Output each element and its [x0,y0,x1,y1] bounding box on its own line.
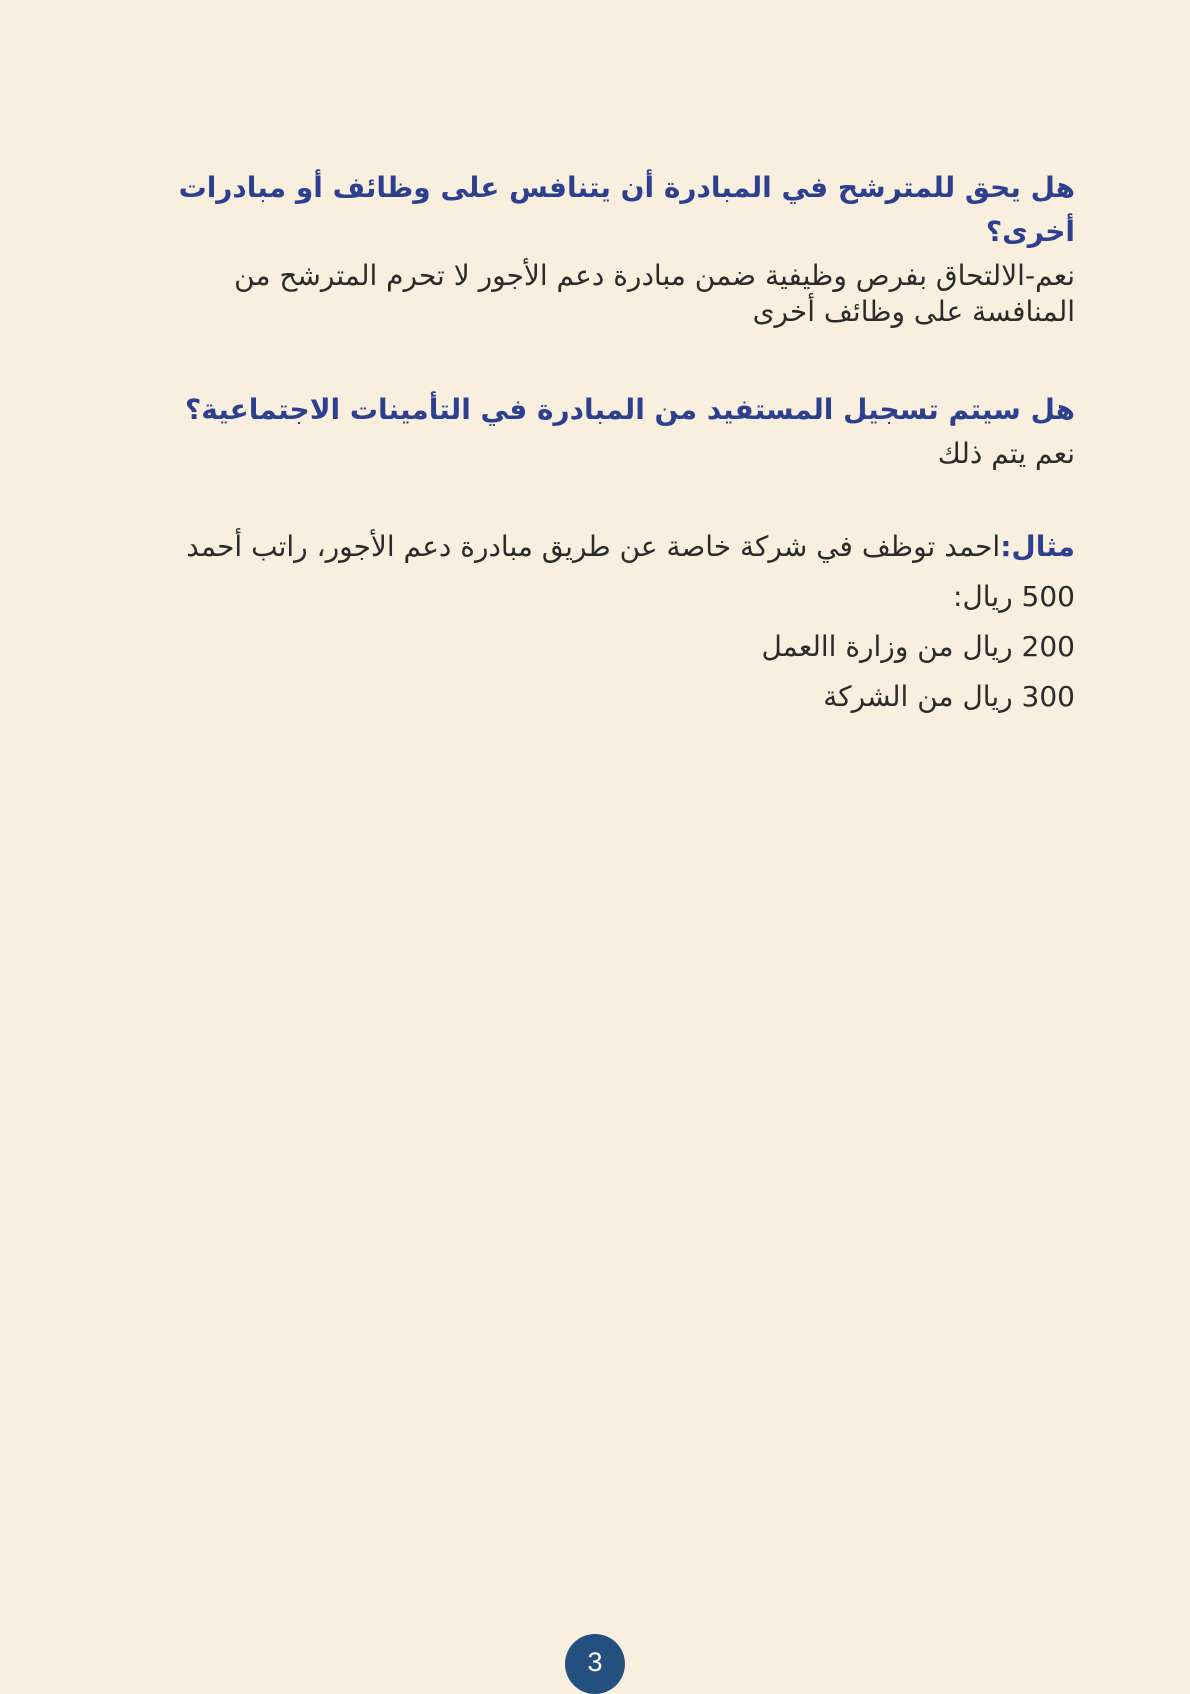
faq-item [155,166,1075,330]
faq-question: هل يحق للمترشح في المبادرة أن يتنافس على وظائف أو مبادرات أخرى؟ [178,171,1075,248]
page-number-badge: 3 [565,1634,625,1694]
faq-question: هل سيتم تسجيل المستفيد من المبادرة في التأمينات الاجتماعية؟ [185,393,1075,426]
faq-answer: نعم-الالتحاق بفرص وظيفية ضمن مبادرة دعم الأجور لا تحرم المترشح من المنافسة على وظائف أخرى [234,259,1075,328]
faq-answer: نعم يتم ذلك [937,437,1075,470]
faq-content [155,166,1075,722]
example-intro [155,522,1075,622]
example-section [155,522,1075,722]
example-text: احمد توظف في شركة خاصة عن طريق مبادرة دعم الأجور، راتب أحمد 500 ريال: [186,530,1075,613]
example-label: مثال: [1000,530,1075,563]
faq-item [155,388,1075,472]
example-line: 300 ريال من الشركة [823,680,1075,713]
example-line: 200 ريال من وزارة االعمل [761,630,1075,663]
